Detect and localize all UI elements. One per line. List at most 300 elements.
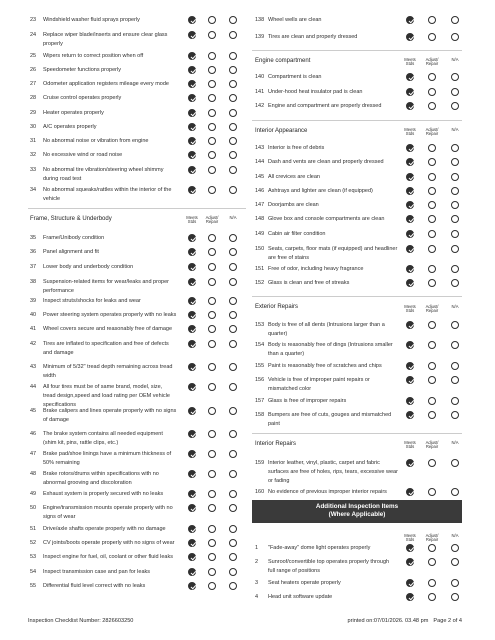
adjust-repair-circle (428, 33, 436, 41)
na-circle (229, 363, 237, 371)
item-text: Cabin air filter condition (268, 230, 326, 237)
check-icon (408, 175, 413, 180)
item-text: No abnormal squeaks/rattles within the interior of the vehicle (43, 186, 172, 202)
check-icon (408, 232, 413, 237)
adjust-repair-circle (208, 52, 216, 60)
meets-stds-circle (188, 490, 196, 498)
checklist-number: Inspection Checklist Number: 2826603250 (28, 618, 134, 624)
adjust-repair-circle (208, 66, 216, 74)
adjust-repair-circle (428, 579, 436, 587)
na-circle (451, 279, 459, 287)
column-header-adjust-repair: Adjust/ Repair (425, 56, 439, 66)
column-header-adjust-repair: Adjust/ Repair (425, 303, 439, 313)
section-title-line: Additional Inspection Items (315, 503, 399, 510)
item-number: 156 (255, 376, 265, 383)
item-text: All four tires must be of same brand, model, size, tread design,speed and load rating per OEM vehicle specifications (43, 383, 170, 408)
adjust-repair-circle (428, 88, 436, 96)
meets-stds-circle (406, 33, 414, 41)
adjust-repair-circle (428, 341, 436, 349)
check-icon (190, 555, 195, 560)
print-info (348, 617, 463, 625)
column-header-adjust-repair: Adjust/ Repair (425, 126, 439, 136)
check-icon (408, 399, 413, 404)
meets-stds-circle (188, 340, 196, 348)
na-circle (451, 73, 459, 81)
adjust-repair-circle (208, 311, 216, 319)
adjust-repair-circle (208, 450, 216, 458)
item-text: Wipers return to correct position when off (43, 52, 144, 59)
meets-stds-circle (406, 362, 414, 370)
adjust-repair-circle (208, 363, 216, 371)
meets-stds-circle (188, 582, 196, 590)
adjust-repair-circle (208, 234, 216, 242)
item-number: 140 (255, 73, 265, 80)
meets-stds-circle (188, 16, 196, 24)
meets-stds-circle (188, 504, 196, 512)
meets-stds-circle (406, 579, 414, 587)
section-divider (252, 120, 462, 121)
column-header-meets-stds: Meets Stds (404, 126, 416, 136)
adjust-repair-circle (428, 376, 436, 384)
item-text: Wheel covers secure and reasonably free of damage (43, 325, 173, 332)
check-icon (190, 541, 195, 546)
na-circle (229, 325, 237, 333)
na-circle (229, 582, 237, 590)
adjust-repair-circle (428, 558, 436, 566)
adjust-repair-circle (208, 31, 216, 39)
item-number: 154 (255, 341, 265, 348)
na-circle (451, 144, 459, 152)
check-icon (190, 111, 195, 116)
adjust-repair-circle (428, 102, 436, 110)
na-circle (229, 311, 237, 319)
check-icon (190, 188, 195, 193)
item-number: 51 (30, 525, 37, 532)
check-icon (190, 54, 195, 59)
item-number: 149 (255, 230, 265, 237)
item-text: No abnormal tire vibration/steering wheel shimmy during road test (43, 166, 164, 182)
adjust-repair-circle (208, 109, 216, 117)
na-circle (451, 558, 459, 566)
item-number: 40 (30, 311, 37, 318)
meets-stds-circle (406, 215, 414, 223)
meets-stds-circle (188, 325, 196, 333)
meets-stds-circle (188, 470, 196, 478)
check-icon (408, 281, 413, 286)
item-text: Tires are inflated to specification and free of defects and damage (43, 340, 169, 356)
na-circle (229, 539, 237, 547)
item-text: Body is reasonably free of dings (Intrusions smaller than a quarter) (268, 341, 393, 357)
check-icon (408, 247, 413, 252)
na-circle (451, 201, 459, 209)
column-header-na: N/A (451, 303, 459, 309)
column-header-na: N/A (451, 532, 459, 538)
item-text: No excessive wind or road noise (43, 151, 123, 158)
check-icon (408, 413, 413, 418)
check-icon (190, 280, 195, 285)
column-header-adjust-repair: Adjust/ Repair (425, 439, 439, 449)
na-circle (451, 158, 459, 166)
adjust-repair-circle (428, 73, 436, 81)
na-circle (229, 66, 237, 74)
item-text: Lower body and underbody condition (43, 263, 134, 270)
item-text: Interior is free of debris (268, 144, 325, 151)
meets-stds-circle (188, 553, 196, 561)
item-text: Panel alignment and fit (43, 248, 99, 255)
adjust-repair-circle (208, 263, 216, 271)
check-icon (190, 96, 195, 101)
adjust-repair-circle (428, 279, 436, 287)
meets-stds-circle (188, 263, 196, 271)
item-text: Glove box and console compartments are clean (268, 215, 385, 222)
item-number: 33 (30, 166, 37, 173)
na-circle (451, 411, 459, 419)
adjust-repair-circle (428, 265, 436, 273)
meets-stds-circle (188, 109, 196, 117)
adjust-repair-circle (208, 297, 216, 305)
adjust-repair-circle (208, 123, 216, 131)
item-text: Replace wiper blade/inserts and ensure clear glass properly (43, 31, 168, 47)
item-number: 44 (30, 383, 37, 390)
check-icon (190, 492, 195, 497)
item-text: Inspect transmission case and pan for leaks (43, 568, 151, 575)
item-number: 53 (30, 553, 37, 560)
item-text: Engine/transmission mounts operate properly with no signs of wear (43, 504, 173, 520)
na-circle (451, 397, 459, 405)
na-circle (451, 230, 459, 238)
check-icon (408, 595, 413, 600)
item-number: 54 (30, 568, 37, 575)
item-text: Brake rotors/drums within specifications with no abnormal grooving and discoloration (43, 470, 159, 486)
meets-stds-circle (406, 459, 414, 467)
item-text: Seat heaters operate properly (268, 579, 341, 586)
item-number: 46 (30, 430, 37, 437)
na-circle (229, 16, 237, 24)
column-header-adjust-repair: Adjust/ Repair (425, 532, 439, 542)
item-text: All crevices are clean (268, 173, 320, 180)
item-text: Tires are clean and properly dressed (268, 33, 358, 40)
check-icon (190, 139, 195, 144)
item-text: Exhaust system is properly secured with no leaks (43, 490, 164, 497)
item-text: Differential fluid level correct with no leaks (43, 582, 146, 589)
item-number: 147 (255, 201, 265, 208)
meets-stds-circle (188, 430, 196, 438)
item-text: Compartment is clean (268, 73, 322, 80)
adjust-repair-circle (208, 383, 216, 391)
check-icon (408, 189, 413, 194)
na-circle (229, 340, 237, 348)
item-text: CV joints/boots operate properly with no signs of wear (43, 539, 175, 546)
check-icon (190, 313, 195, 318)
item-text: Ashtrays and lighter are clean (if equipped) (268, 187, 373, 194)
item-text: Body is free of all dents (Intrusions larger than a quarter) (268, 321, 385, 337)
na-circle (229, 94, 237, 102)
item-text: Engine and compartment are properly dressed (268, 102, 382, 109)
item-number: 26 (30, 66, 37, 73)
adjust-repair-circle (208, 248, 216, 256)
check-icon (190, 584, 195, 589)
na-circle (451, 245, 459, 253)
adjust-repair-circle (208, 407, 216, 415)
na-circle (229, 490, 237, 498)
check-icon (190, 365, 195, 370)
item-text: Minimum of 5/32" tread depth remaining across tread width (43, 363, 173, 379)
item-text: Sunroof/convertible top operates properly through full range of positions (268, 558, 390, 574)
adjust-repair-circle (428, 187, 436, 195)
meets-stds-circle (406, 397, 414, 405)
na-circle (229, 234, 237, 242)
column-header-meets-stds: Meets Stds (404, 439, 416, 449)
check-icon (408, 203, 413, 208)
meets-stds-circle (188, 450, 196, 458)
item-number: 29 (30, 109, 37, 116)
meets-stds-circle (406, 187, 414, 195)
item-text: Wheel wells are clean (268, 16, 322, 23)
item-number: 34 (30, 186, 37, 193)
section-divider (252, 296, 462, 297)
meets-stds-circle (188, 383, 196, 391)
adjust-repair-circle (208, 539, 216, 547)
check-icon (190, 327, 195, 332)
meets-stds-circle (188, 166, 196, 174)
item-text: Free of odor, including heavy fragrance (268, 265, 364, 272)
item-number: 152 (255, 279, 265, 286)
meets-stds-circle (406, 173, 414, 181)
item-number: 38 (30, 278, 37, 285)
check-icon (408, 581, 413, 586)
na-circle (451, 16, 459, 24)
adjust-repair-circle (428, 158, 436, 166)
meets-stds-circle (406, 88, 414, 96)
check-icon (408, 35, 413, 40)
column-header-meets-stds: Meets Stds (404, 303, 416, 313)
na-circle (229, 450, 237, 458)
item-number: 158 (255, 411, 265, 418)
item-text: Dash and vents are clean and properly dressed (268, 158, 384, 165)
item-text: Glass is free of improper repairs (268, 397, 347, 404)
item-number: 143 (255, 144, 265, 151)
section-title-line: (Where Applicable) (328, 511, 386, 519)
column-header-meets-stds: Meets Stds (186, 214, 198, 224)
item-number: 49 (30, 490, 37, 497)
item-text: Heater operates properly (43, 109, 104, 116)
check-icon (190, 68, 195, 73)
meets-stds-circle (188, 137, 196, 145)
item-text: Inspect engine for fuel, oil, coolant or other fluid leaks (43, 553, 173, 560)
item-number: 153 (255, 321, 265, 328)
check-icon (190, 472, 195, 477)
meets-stds-circle (406, 144, 414, 152)
meets-stds-circle (406, 411, 414, 419)
na-circle (229, 123, 237, 131)
item-text: "Fade-away" dome light operates properly (268, 544, 371, 551)
meets-stds-circle (188, 94, 196, 102)
na-circle (229, 504, 237, 512)
adjust-repair-circle (208, 340, 216, 348)
meets-stds-circle (188, 278, 196, 286)
na-circle (451, 321, 459, 329)
item-text: Frame/Unibody condition (43, 234, 105, 241)
column-header-meets-stds: Meets Stds (404, 56, 416, 66)
na-circle (229, 151, 237, 159)
section-title: Interior Appearance (255, 128, 308, 134)
item-number: 3 (255, 579, 259, 586)
adjust-repair-circle (428, 321, 436, 329)
adjust-repair-circle (208, 137, 216, 145)
adjust-repair-circle (208, 525, 216, 533)
adjust-repair-circle (208, 151, 216, 159)
item-number: 24 (30, 31, 37, 38)
item-number: 45 (30, 407, 37, 414)
na-circle (229, 248, 237, 256)
na-circle (229, 80, 237, 88)
na-circle (451, 215, 459, 223)
meets-stds-circle (406, 16, 414, 24)
item-number: 151 (255, 265, 265, 272)
na-circle (451, 362, 459, 370)
item-text: The brake system contains all needed equipment (shim kit, pins, rattle clips, etc.) (43, 430, 163, 446)
na-circle (451, 488, 459, 496)
meets-stds-circle (406, 321, 414, 329)
check-icon (190, 265, 195, 270)
item-number: 138 (255, 16, 265, 23)
check-icon (408, 146, 413, 151)
adjust-repair-circle (208, 166, 216, 174)
adjust-repair-circle (428, 16, 436, 24)
meets-stds-circle (188, 186, 196, 194)
adjust-repair-circle (208, 504, 216, 512)
item-number: 37 (30, 263, 37, 270)
meets-stds-circle (406, 341, 414, 349)
adjust-repair-circle (428, 173, 436, 181)
meets-stds-circle (406, 279, 414, 287)
na-circle (229, 278, 237, 286)
na-circle (229, 186, 237, 194)
printed-date: printed on:07/01/2026. 03.48 pm (347, 618, 429, 624)
check-icon (190, 18, 195, 23)
na-circle (229, 383, 237, 391)
adjust-repair-circle (428, 459, 436, 467)
item-number: 50 (30, 504, 37, 511)
item-text: Inspect struts/shocks for leaks and wear (43, 297, 141, 304)
item-number: 43 (30, 363, 37, 370)
item-text: Doorjambs are clean (268, 201, 319, 208)
item-number: 148 (255, 215, 265, 222)
page-number: Page 2 of 4 (433, 618, 462, 624)
check-icon (408, 75, 413, 80)
item-text: Brake calipers and lines operate properly with no signs of damage (43, 407, 177, 423)
meets-stds-circle (188, 52, 196, 60)
check-icon (408, 378, 413, 383)
section-divider (252, 50, 462, 51)
na-circle (451, 88, 459, 96)
item-text: Glass is clean and free of streaks (268, 279, 350, 286)
adjust-repair-circle (428, 230, 436, 238)
check-icon (190, 409, 195, 414)
section-title: Frame, Structure & Underbody (30, 216, 112, 222)
meets-stds-circle (188, 66, 196, 74)
check-icon (190, 385, 195, 390)
check-icon (190, 527, 195, 532)
check-icon (190, 570, 195, 575)
meets-stds-circle (188, 80, 196, 88)
na-circle (451, 579, 459, 587)
item-number: 157 (255, 397, 265, 404)
adjust-repair-circle (428, 245, 436, 253)
na-circle (229, 297, 237, 305)
check-icon (408, 364, 413, 369)
item-number: 30 (30, 123, 37, 130)
section-title-bar (252, 500, 462, 523)
item-number: 23 (30, 16, 37, 23)
adjust-repair-circle (208, 16, 216, 24)
adjust-repair-circle (208, 490, 216, 498)
adjust-repair-circle (208, 94, 216, 102)
item-text: Windshield washer fluid sprays properly (43, 16, 140, 23)
item-text: Head unit software update (268, 593, 333, 600)
item-number: 139 (255, 33, 265, 40)
item-text: Power steering system operates properly with no leaks (43, 311, 177, 318)
meets-stds-circle (188, 525, 196, 533)
meets-stds-circle (188, 363, 196, 371)
na-circle (229, 430, 237, 438)
item-number: 155 (255, 362, 265, 369)
item-text: Odometer application registers mileage every mode (43, 80, 169, 87)
item-text: A/C operates properly (43, 123, 97, 130)
item-number: 159 (255, 459, 265, 466)
meets-stds-circle (188, 297, 196, 305)
item-text: Suspension-related items for wear/leaks and proper performance (43, 278, 169, 294)
check-icon (408, 160, 413, 165)
check-icon (190, 82, 195, 87)
meets-stds-circle (406, 265, 414, 273)
adjust-repair-circle (428, 215, 436, 223)
section-title: Engine compartment (255, 58, 311, 64)
section-title: Exterior Repairs (255, 304, 299, 310)
check-icon (408, 90, 413, 95)
item-text: Interior leather, vinyl, plastic, carpet and fabric surfaces are free of holes, rips, tears, excessive wear or fading (268, 459, 398, 484)
item-number: 41 (30, 325, 37, 332)
meets-stds-circle (406, 102, 414, 110)
check-icon (408, 560, 413, 565)
check-icon (190, 168, 195, 173)
na-circle (229, 568, 237, 576)
item-number: 27 (30, 80, 37, 87)
column-header-adjust-repair: Adjust/ Repair (205, 214, 219, 224)
meets-stds-circle (406, 544, 414, 552)
meets-stds-circle (188, 234, 196, 242)
na-circle (229, 109, 237, 117)
check-icon (408, 104, 413, 109)
item-number: 141 (255, 88, 265, 95)
meets-stds-circle (188, 539, 196, 547)
meets-stds-circle (406, 158, 414, 166)
adjust-repair-circle (208, 186, 216, 194)
na-circle (451, 173, 459, 181)
check-icon (408, 217, 413, 222)
check-icon (190, 33, 195, 38)
section-divider (28, 208, 246, 209)
item-number: 2 (255, 558, 259, 565)
check-icon (190, 250, 195, 255)
check-icon (190, 299, 195, 304)
adjust-repair-circle (428, 593, 436, 601)
adjust-repair-circle (428, 201, 436, 209)
adjust-repair-circle (208, 582, 216, 590)
check-icon (190, 506, 195, 511)
item-number: 32 (30, 151, 37, 158)
meets-stds-circle (406, 230, 414, 238)
